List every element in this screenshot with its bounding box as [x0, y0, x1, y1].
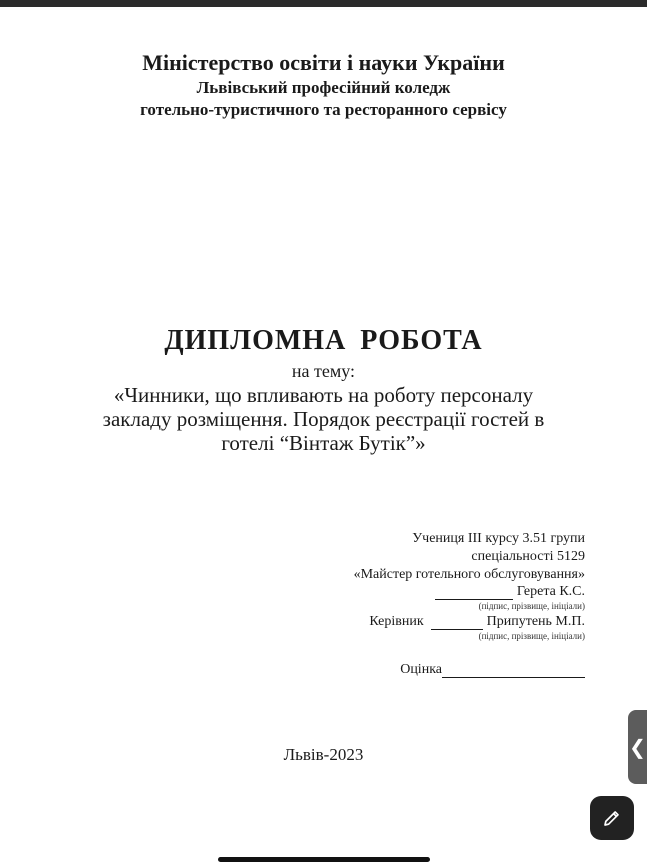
student-course-line: Учениця ІІІ курсу 3.51 групи: [412, 531, 585, 546]
signature-blank: [431, 629, 483, 630]
chevron-left-icon: ❮: [629, 735, 646, 759]
signature-note: (підпис, прізвище, ініціали): [478, 601, 585, 611]
supervisor-name: Припутень М.П.: [486, 614, 585, 629]
student-signature-line: [435, 584, 585, 600]
student-profession-line: «Майстер готельного обслуговування»: [353, 567, 585, 582]
signature-note: (підпис, прізвище, ініціали): [478, 631, 585, 641]
thesis-topic: [0, 383, 647, 455]
college-heading-line2: готельно-туристичного та ресторанного сервісу: [140, 100, 507, 119]
city-year: Львів-2023: [283, 745, 364, 764]
document-subtitle: на тему:: [291, 361, 356, 381]
student-specialty-line: спеціальності 5129: [471, 549, 585, 564]
signature-blank: [435, 599, 513, 600]
edit-button[interactable]: [590, 796, 634, 840]
home-indicator[interactable]: [218, 857, 430, 862]
supervisor-line: [369, 614, 585, 630]
college-heading-line1: Львівський професійний коледж: [196, 78, 451, 97]
pencil-icon: [602, 808, 622, 828]
supervisor-label: Керівник: [369, 614, 424, 629]
topic-line: готелі “Вінтаж Бутік”»: [221, 431, 426, 455]
topic-line: «Чинники, що впливають на роботу персоналу: [113, 383, 534, 407]
topic-line: закладу розміщення. Порядок реєстрації гостей в: [102, 407, 545, 431]
grade-label: Оцінка: [400, 662, 442, 677]
side-panel-tab[interactable]: [628, 710, 647, 784]
grade-line: [400, 662, 585, 678]
document-title: ДИПЛОМНА РОБОТА: [164, 325, 483, 356]
student-name: Герета К.С.: [516, 584, 585, 599]
ministry-heading: Міністерство освіти і науки України: [142, 50, 505, 75]
grade-blank: [442, 677, 585, 678]
